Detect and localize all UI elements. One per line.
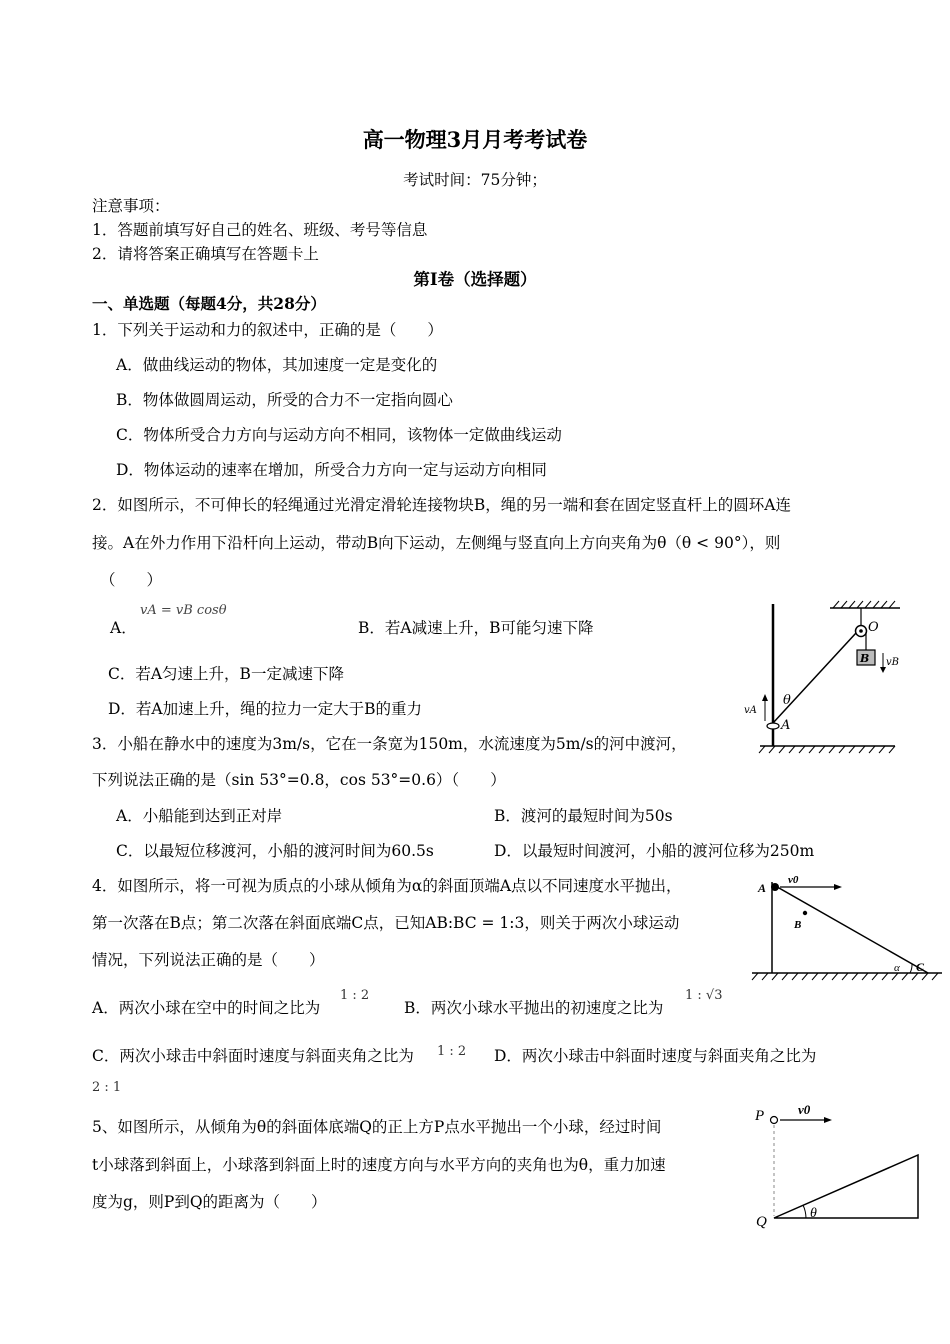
q1-option-a: A．做曲线运动的物体，其加速度一定是变化的 — [116, 356, 438, 374]
q3-option-a: A．小船能到达到正对岸 — [116, 807, 283, 825]
q2-option-d: D．若A加速上升，绳的拉力一定大于B的重力 — [108, 700, 423, 718]
q5-label-q: Q — [756, 1214, 767, 1230]
q2-label-vb: vB — [886, 657, 899, 668]
notes-heading: 注意事项： — [92, 197, 170, 215]
exam-time: 考试时间：75分钟； — [403, 171, 547, 189]
q2-stem-line1: 2．如图所示，不可伸长的轻绳通过光滑定滑轮连接物块B，绳的另一端和套在固定竖直杆上的圆环A连 — [92, 496, 791, 514]
q1-option-b: B．物体做圆周运动，所受的合力不一定指向圆心 — [116, 391, 453, 409]
q2-stem-line3: （ ） — [100, 571, 163, 589]
q2-option-a: A． — [110, 619, 137, 637]
q4-stem-line2: 第一次落在B点；第二次落在斜面底端C点，已知AB:BC = 1:3，则关于两次小球运动 — [92, 914, 680, 932]
q4-option-b: B．两次小球水平抛出的初速度之比为 — [404, 999, 664, 1017]
q5-stem-line1: 5、如图所示，从倾角为θ的斜面体底端Q的正上方P点水平抛出一个小球，经过时间 — [92, 1118, 662, 1136]
q4-option-c: C．两次小球击中斜面时速度与斜面夹角之比为 — [92, 1047, 414, 1065]
q1-option-c: C．物体所受合力方向与运动方向不相同，该物体一定做曲线运动 — [116, 426, 562, 444]
note-item: 2．请将答案正确填写在答题卡上 — [92, 245, 319, 263]
q1-stem: 1．下列关于运动和力的叙述中，正确的是（ ） — [92, 321, 443, 339]
q4-option-d: D．两次小球击中斜面时速度与斜面夹角之比为 — [494, 1047, 817, 1065]
q4-label-a: A — [758, 881, 767, 895]
page-title: 高一物理3月月考考试卷 — [362, 127, 588, 152]
q2-label-theta: θ — [783, 693, 791, 708]
q2-option-b: B．若A减速上升，B可能匀速下降 — [358, 619, 594, 637]
q4-option-d-ratio: 2 : 1 — [92, 1080, 122, 1095]
q2-option-a-formula: vA = vB cosθ — [140, 603, 227, 618]
q4-option-a: A．两次小球在空中的时间之比为 — [92, 999, 321, 1017]
q4-incline-figure — [750, 870, 945, 985]
q4-stem-line1: 4．如图所示，将一可视为质点的小球从倾角为α的斜面顶端A点以不同速度水平抛出， — [92, 877, 682, 895]
q4-label-alpha: α — [894, 962, 900, 974]
q2-label-a: A — [781, 718, 791, 733]
q4-option-b-ratio: 1 : √3 — [685, 988, 723, 1003]
q3-stem-line2: 下列说法正确的是（sin 53°=0.8，cos 53°=0.6）（ ） — [92, 771, 506, 789]
q3-stem-line1: 3．小船在静水中的速度为3m/s，它在一条宽为150m，水流速度为5m/s的河中渡河， — [92, 735, 687, 753]
q3-option-b: B．渡河的最短时间为50s — [494, 807, 673, 825]
q5-label-theta: θ — [810, 1206, 817, 1221]
part-title: 第I卷（选择题） — [413, 270, 537, 289]
q5-label-v0: v0 — [798, 1102, 811, 1117]
q1-option-d: D．物体运动的速率在增加，所受合力方向一定与运动方向相同 — [116, 461, 547, 479]
q3-option-c: C．以最短位移渡河，小船的渡河时间为60.5s — [116, 842, 434, 860]
q2-label-va: vA — [744, 705, 757, 716]
q4-stem-line3: 情况，下列说法正确的是（ ） — [92, 951, 325, 969]
q4-label-v0: v0 — [788, 874, 799, 886]
q3-option-d: D．以最短时间渡河，小船的渡河位移为250m — [494, 842, 815, 860]
q2-pulley-figure — [735, 598, 905, 758]
q2-option-c: C．若A匀速上升，B一定减速下降 — [108, 665, 344, 683]
q2-label-o: O — [868, 620, 879, 635]
q5-incline-figure — [748, 1098, 928, 1233]
q4-option-a-ratio: 1 : 2 — [340, 988, 370, 1003]
q5-stem-line2: t小球落到斜面上，小球落到斜面上时的速度方向与水平方向的夹角也为θ，重力加速 — [92, 1156, 666, 1174]
note-item: 1．答题前填写好自己的姓名、班级、考号等信息 — [92, 221, 428, 239]
q4-label-c: C — [916, 960, 925, 974]
q4-option-c-ratio: 1 : 2 — [437, 1044, 467, 1059]
q2-label-b: B — [860, 652, 870, 665]
q5-stem-line3: 度为g，则P到Q的距离为（ ） — [92, 1193, 327, 1211]
q2-stem-line2: 接。A在外力作用下沿杆向上运动，带动B向下运动，左侧绳与竖直向上方向夹角为θ（θ < 90°），则 — [92, 534, 781, 552]
section-heading: 一、单选题（每题4分，共28分） — [92, 294, 326, 313]
q5-label-p: P — [755, 1108, 765, 1124]
q4-label-b: B — [794, 919, 802, 931]
